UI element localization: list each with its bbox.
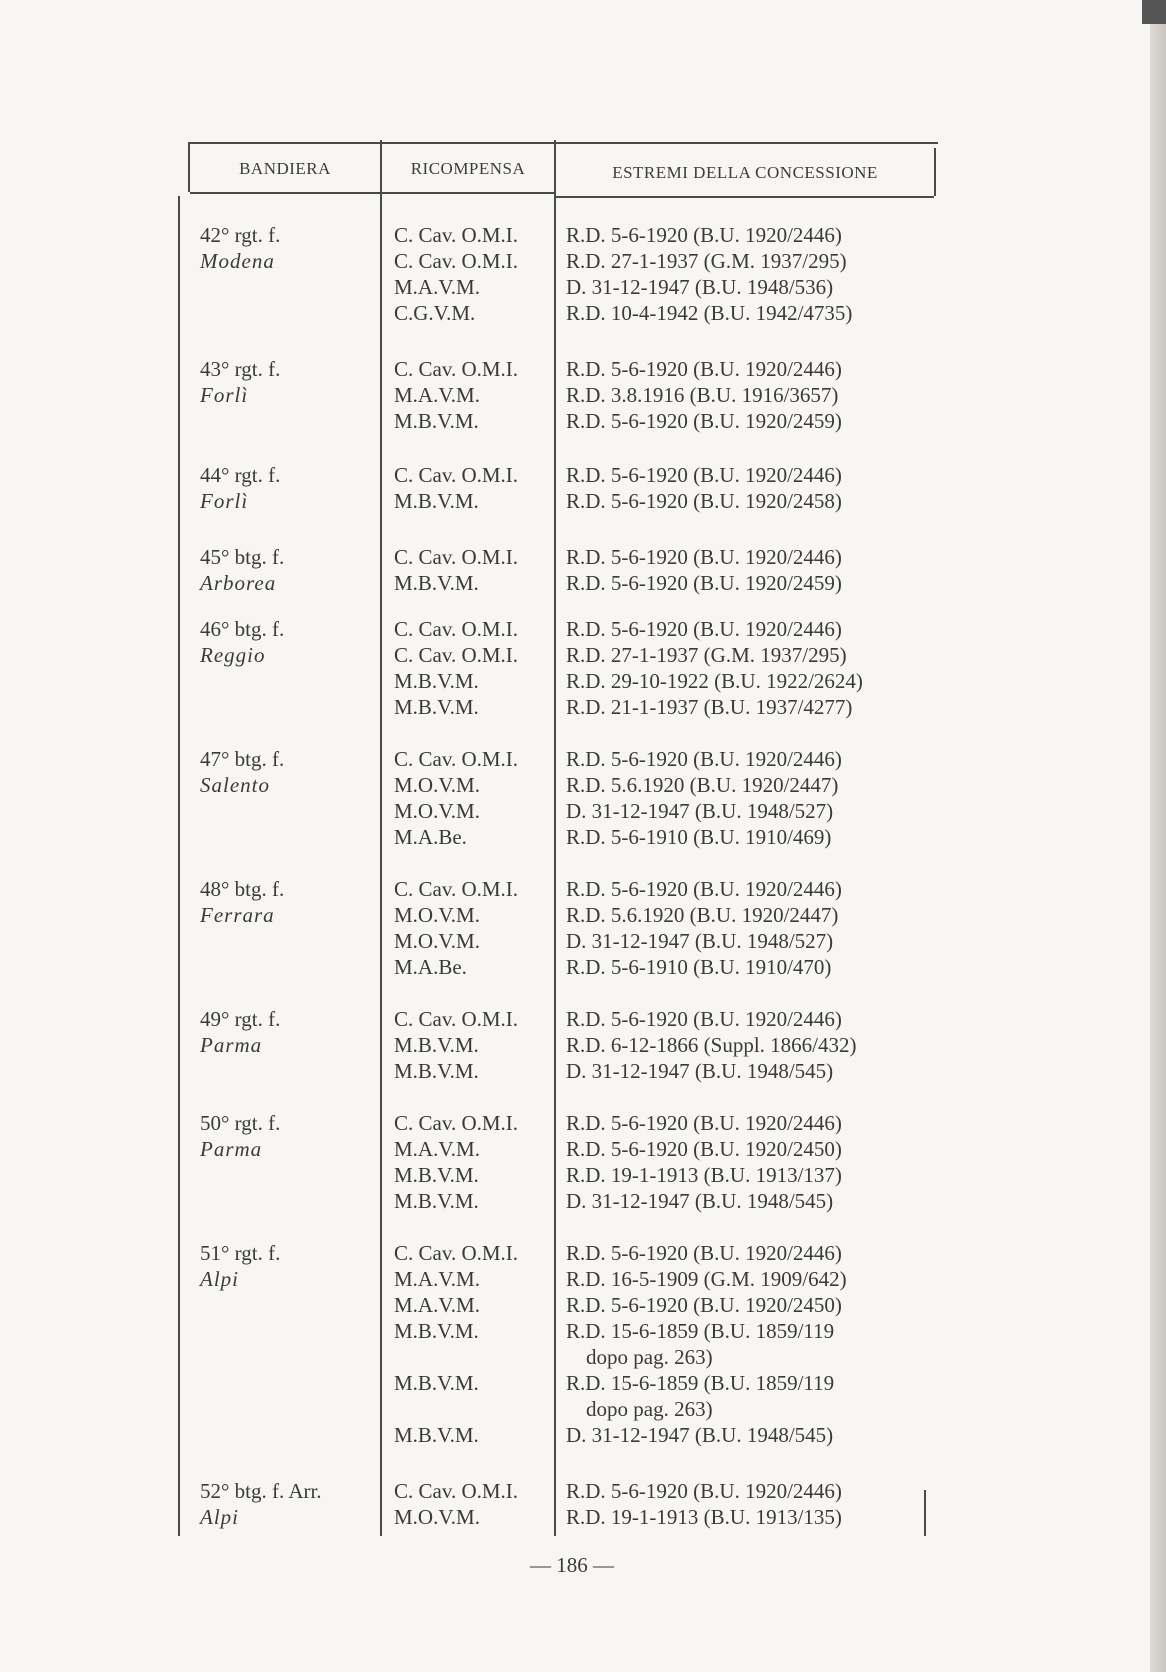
bandiera-cell bbox=[200, 1110, 280, 1162]
unit-label: 44° rgt. f. bbox=[200, 463, 281, 487]
concession-reference-continued: dopo pag. 263) bbox=[586, 1345, 713, 1369]
award-item: M.A.V.M. bbox=[394, 1293, 480, 1317]
award-item: C. Cav. O.M.I. bbox=[394, 1111, 519, 1135]
page-edge bbox=[1150, 0, 1166, 1672]
concession-reference: D. 31-12-1947 (B.U. 1948/545) bbox=[566, 1059, 834, 1083]
concession-reference: R.D. 5-6-1910 (B.U. 1910/470) bbox=[566, 955, 832, 979]
concession-reference: R.D. 5-6-1920 (B.U. 1920/2446) bbox=[566, 747, 842, 771]
concession-reference: R.D. 16-5-1909 (G.M. 1909/642) bbox=[566, 1267, 847, 1291]
award-item: M.O.V.M. bbox=[394, 929, 480, 953]
unit-name: Forlì bbox=[200, 383, 249, 407]
ricompensa-cell bbox=[394, 1240, 518, 1448]
award-item: M.B.V.M. bbox=[394, 1163, 479, 1187]
concession-reference: R.D. 5-6-1920 (B.U. 1920/2446) bbox=[566, 617, 842, 641]
ricompensa-cell bbox=[394, 746, 518, 850]
column-divider-1 bbox=[380, 140, 382, 1536]
award-item: M.A.V.M. bbox=[394, 1137, 480, 1161]
unit-label: 50° rgt. f. bbox=[200, 1111, 281, 1135]
award-item: M.B.V.M. bbox=[394, 1423, 479, 1447]
award-item: M.B.V.M. bbox=[394, 571, 479, 595]
concession-reference: R.D. 27-1-1937 (G.M. 1937/295) bbox=[566, 249, 847, 273]
concession-reference: D. 31-12-1947 (B.U. 1948/545) bbox=[566, 1189, 834, 1213]
concession-reference: R.D. 19-1-1913 (B.U. 1913/137) bbox=[566, 1163, 842, 1187]
ricompensa-cell bbox=[394, 356, 518, 434]
corner-mark bbox=[1142, 0, 1166, 24]
concession-reference: R.D. 5-6-1920 (B.U. 1920/2446) bbox=[566, 545, 842, 569]
award-item: M.O.V.M. bbox=[394, 799, 480, 823]
concession-reference: R.D. 3.8.1916 (B.U. 1916/3657) bbox=[566, 383, 839, 407]
ricompensa-cell bbox=[394, 222, 518, 326]
bandiera-cell bbox=[200, 876, 284, 928]
table-right-border bbox=[934, 148, 936, 196]
header-bandiera: BANDIERA bbox=[239, 159, 331, 178]
page-number: — 186 — bbox=[530, 1553, 614, 1577]
estremi-cell bbox=[566, 746, 916, 850]
award-item: M.B.V.M. bbox=[394, 695, 479, 719]
award-item: M.O.V.M. bbox=[394, 773, 480, 797]
concession-reference: R.D. 15-6-1859 (B.U. 1859/119 bbox=[566, 1319, 835, 1343]
table-right-border-lower bbox=[924, 1490, 926, 1536]
award-item: M.O.V.M. bbox=[394, 903, 480, 927]
unit-label: 49° rgt. f. bbox=[200, 1007, 281, 1031]
unit-label: 48° btg. f. bbox=[200, 877, 285, 901]
concession-reference: R.D. 19-1-1913 (B.U. 1913/135) bbox=[566, 1505, 842, 1529]
ricompensa-cell bbox=[394, 616, 518, 720]
award-item: C. Cav. O.M.I. bbox=[394, 1241, 519, 1265]
unit-name: Reggio bbox=[200, 643, 266, 667]
award-item: M.B.V.M. bbox=[394, 1189, 479, 1213]
concession-reference: R.D. 15-6-1859 (B.U. 1859/119 bbox=[566, 1371, 835, 1395]
estremi-cell bbox=[566, 876, 916, 980]
unit-name: Parma bbox=[200, 1033, 263, 1057]
concession-reference: R.D. 5-6-1920 (B.U. 1920/2446) bbox=[566, 223, 842, 247]
unit-label: 47° btg. f. bbox=[200, 747, 285, 771]
bandiera-cell bbox=[200, 462, 280, 514]
concession-reference: R.D. 5-6-1920 (B.U. 1920/2446) bbox=[566, 357, 842, 381]
award-item: M.A.V.M. bbox=[394, 275, 480, 299]
award-item: M.A.Be. bbox=[394, 955, 467, 979]
award-item: M.A.V.M. bbox=[394, 383, 480, 407]
award-item: M.O.V.M. bbox=[394, 1505, 480, 1529]
estremi-cell bbox=[566, 616, 916, 720]
bandiera-cell bbox=[200, 746, 284, 798]
award-item: C. Cav. O.M.I. bbox=[394, 463, 519, 487]
estremi-cell bbox=[566, 356, 916, 434]
unit-label: 43° rgt. f. bbox=[200, 357, 281, 381]
award-item: C. Cav. O.M.I. bbox=[394, 617, 519, 641]
concession-reference: R.D. 5-6-1920 (B.U. 1920/2446) bbox=[566, 1479, 842, 1503]
award-item: C.G.V.M. bbox=[394, 301, 476, 325]
unit-name: Modena bbox=[200, 249, 275, 273]
estremi-cell bbox=[566, 1240, 916, 1448]
column-divider-2 bbox=[554, 140, 556, 1536]
concession-reference-continued: dopo pag. 263) bbox=[586, 1397, 713, 1421]
unit-name: Arborea bbox=[200, 571, 277, 595]
concession-reference: D. 31-12-1947 (B.U. 1948/527) bbox=[566, 799, 834, 823]
concession-reference: R.D. 29-10-1922 (B.U. 1922/2624) bbox=[566, 669, 863, 693]
award-item: M.B.V.M. bbox=[394, 409, 479, 433]
bandiera-cell bbox=[200, 544, 284, 596]
unit-name: Parma bbox=[200, 1137, 263, 1161]
concession-reference: R.D. 5-6-1920 (B.U. 1920/2446) bbox=[566, 463, 842, 487]
concession-reference: R.D. 5.6.1920 (B.U. 1920/2447) bbox=[566, 903, 839, 927]
unit-label: 46° btg. f. bbox=[200, 617, 285, 641]
unit-name: Forlì bbox=[200, 489, 249, 513]
unit-name: Salento bbox=[200, 773, 270, 797]
unit-label: 51° rgt. f. bbox=[200, 1241, 281, 1265]
table-left-border-lower bbox=[178, 196, 180, 1536]
concession-reference: R.D. 5-6-1920 (B.U. 1920/2446) bbox=[566, 1241, 842, 1265]
award-item: C. Cav. O.M.I. bbox=[394, 643, 519, 667]
award-item: M.B.V.M. bbox=[394, 1059, 479, 1083]
estremi-cell bbox=[566, 1478, 916, 1530]
estremi-cell bbox=[566, 1110, 916, 1214]
ricompensa-cell bbox=[394, 1006, 518, 1084]
estremi-cell bbox=[566, 222, 916, 326]
award-item: M.B.V.M. bbox=[394, 1033, 479, 1057]
ricompensa-cell bbox=[394, 1110, 518, 1214]
unit-name: Alpi bbox=[200, 1267, 239, 1291]
award-item: C. Cav. O.M.I. bbox=[394, 357, 519, 381]
bandiera-cell bbox=[200, 356, 280, 408]
ricompensa-cell bbox=[394, 876, 518, 980]
concession-reference: R.D. 5-6-1920 (B.U. 1920/2446) bbox=[566, 1111, 842, 1135]
award-item: C. Cav. O.M.I. bbox=[394, 1479, 519, 1503]
header-estremi: ESTREMI DELLA CONCESSIONE bbox=[612, 163, 878, 182]
award-item: C. Cav. O.M.I. bbox=[394, 877, 519, 901]
bandiera-cell bbox=[200, 1478, 322, 1530]
concession-reference: R.D. 5-6-1920 (B.U. 1920/2450) bbox=[566, 1293, 842, 1317]
award-item: M.B.V.M. bbox=[394, 1371, 479, 1395]
ricompensa-cell bbox=[394, 1478, 518, 1530]
estremi-cell bbox=[566, 1006, 916, 1084]
award-item: M.B.V.M. bbox=[394, 1319, 479, 1343]
concession-reference: R.D. 5-6-1920 (B.U. 1920/2446) bbox=[566, 877, 842, 901]
bandiera-cell bbox=[200, 1006, 280, 1058]
unit-label: 42° rgt. f. bbox=[200, 223, 281, 247]
header-ricompensa: RICOMPENSA bbox=[410, 159, 526, 178]
bandiera-cell bbox=[200, 616, 284, 668]
estremi-cell bbox=[566, 462, 916, 514]
concession-reference: R.D. 6-12-1866 (Suppl. 1866/432) bbox=[566, 1033, 857, 1057]
unit-label: 45° btg. f. bbox=[200, 545, 285, 569]
award-item: C. Cav. O.M.I. bbox=[394, 223, 519, 247]
bandiera-cell bbox=[200, 1240, 280, 1292]
concession-reference: R.D. 5-6-1910 (B.U. 1910/469) bbox=[566, 825, 832, 849]
concession-reference: R.D. 5-6-1920 (B.U. 1920/2450) bbox=[566, 1137, 842, 1161]
award-item: C. Cav. O.M.I. bbox=[394, 545, 519, 569]
unit-name: Ferrara bbox=[200, 903, 275, 927]
concession-reference: D. 31-12-1947 (B.U. 1948/545) bbox=[566, 1423, 834, 1447]
award-item: M.B.V.M. bbox=[394, 669, 479, 693]
award-item: C. Cav. O.M.I. bbox=[394, 249, 519, 273]
concession-reference: R.D. 10-4-1942 (B.U. 1942/4735) bbox=[566, 301, 853, 325]
concession-reference: R.D. 5-6-1920 (B.U. 1920/2459) bbox=[566, 409, 842, 433]
concession-reference: R.D. 5.6.1920 (B.U. 1920/2447) bbox=[566, 773, 839, 797]
unit-name: Alpi bbox=[200, 1505, 239, 1529]
concession-reference: R.D. 5-6-1920 (B.U. 1920/2459) bbox=[566, 571, 842, 595]
concession-reference: D. 31-12-1947 (B.U. 1948/536) bbox=[566, 275, 834, 299]
award-item: M.A.V.M. bbox=[394, 1267, 480, 1291]
unit-label: 52° btg. f. Arr. bbox=[200, 1479, 322, 1503]
estremi-cell bbox=[566, 544, 916, 596]
concession-reference: R.D. 5-6-1920 (B.U. 1920/2446) bbox=[566, 1007, 842, 1031]
concession-reference: D. 31-12-1947 (B.U. 1948/527) bbox=[566, 929, 834, 953]
bandiera-cell bbox=[200, 222, 280, 274]
award-item: C. Cav. O.M.I. bbox=[394, 747, 519, 771]
award-item: C. Cav. O.M.I. bbox=[394, 1007, 519, 1031]
ricompensa-cell bbox=[394, 544, 518, 596]
ricompensa-cell bbox=[394, 462, 518, 514]
award-item: M.B.V.M. bbox=[394, 489, 479, 513]
concession-reference: R.D. 5-6-1920 (B.U. 1920/2458) bbox=[566, 489, 842, 513]
award-item: M.A.Be. bbox=[394, 825, 467, 849]
concession-reference: R.D. 27-1-1937 (G.M. 1937/295) bbox=[566, 643, 847, 667]
concession-reference: R.D. 21-1-1937 (B.U. 1937/4277) bbox=[566, 695, 853, 719]
